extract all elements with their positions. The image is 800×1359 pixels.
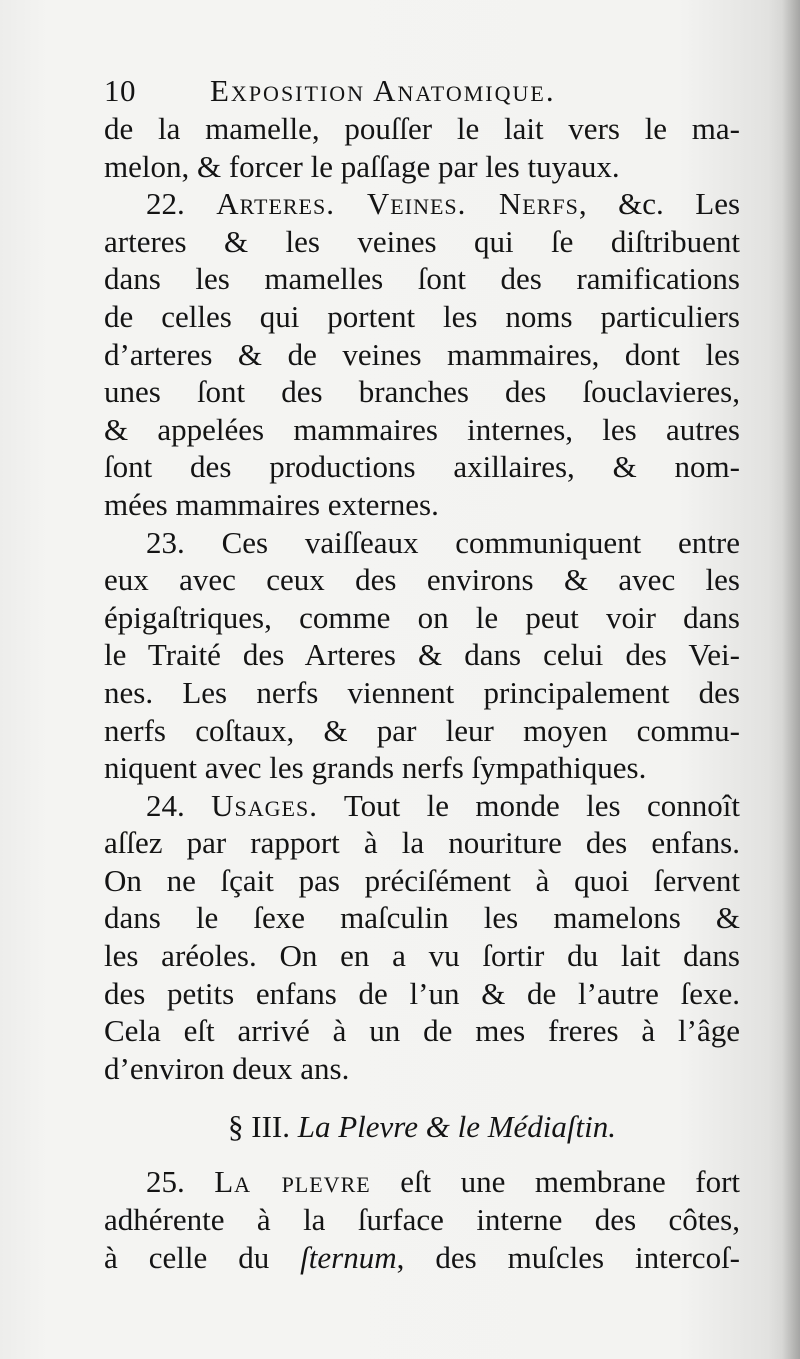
line-text: adhérente à la ſurface interne des côtes, [104, 1202, 740, 1238]
text-line [104, 524, 740, 562]
line-text: Ces vaiſſeaux communiquent entre [221, 524, 741, 560]
text-line [104, 712, 740, 750]
line-text: unes ſont des branches des ſouclavieres, [104, 374, 740, 410]
line-text: On ne ſçait pas préciſément à quoi ſervent [104, 862, 740, 898]
line-text: arteres & les veines qui ſe diſtribuent [104, 223, 740, 259]
text-line [104, 223, 740, 261]
line-text: les aréoles. On en a vu ſortir du lait dans [104, 938, 740, 974]
text-line [104, 787, 740, 825]
line-text: nerfs coſtaux, & par leur moyen commu- [104, 712, 740, 748]
running-title: Exposition Anatomique. [210, 73, 556, 108]
italic-term: ſternum [300, 1239, 397, 1275]
section-heading [104, 1091, 740, 1163]
line-text: d’environ deux ans. [104, 1050, 350, 1086]
line-text: de celles qui portent les noms particuliers [104, 298, 740, 334]
paragraphs-before-section [104, 110, 740, 1087]
paragraph-number: 22. [146, 186, 185, 222]
line-text: de la mamelle, pouſſer le lait vers le ma- [104, 111, 740, 146]
paragraph-number: 24. [146, 787, 185, 823]
text-line [104, 636, 740, 674]
paragraph-heading: Usages. [211, 787, 318, 823]
paragraph-heading: La plevre [214, 1164, 371, 1200]
line-text: dans le ſexe maſculin les mamelons & [104, 900, 740, 936]
line-text: à celle du [104, 1239, 301, 1275]
section-number: § III. [228, 1109, 290, 1145]
text-line [104, 411, 740, 449]
line-text: , &c. Les [578, 186, 741, 222]
line-text: eux avec ceux des environs & avec les [104, 562, 740, 598]
line-text: mées mammaires externes. [104, 486, 439, 522]
text-line [104, 561, 740, 599]
paragraph-number: 25. [146, 1164, 185, 1200]
text-line [104, 148, 740, 186]
section-title: La Plevre & le Médiaſtin. [297, 1109, 616, 1145]
line-text: aſſez par rapport à la nouriture des enfans. [104, 825, 740, 861]
page-number: 10 [104, 73, 136, 108]
text-line [104, 862, 740, 900]
text-line [104, 937, 740, 975]
text-line [104, 448, 740, 486]
text-line [104, 185, 740, 223]
paragraph-heading: Arteres. Veines. Nerfs [216, 186, 579, 222]
line-text: eſt une membrane fort [400, 1164, 741, 1200]
text-line [104, 336, 740, 374]
line-text: dans les mamelles ſont des ramifications [104, 261, 740, 297]
paragraphs-after-section [104, 1163, 740, 1276]
text-line [104, 1201, 740, 1239]
line-text: melon, & forcer le paſſage par les tuyaux. [104, 148, 620, 184]
line-text: niquent avec les grands nerfs ſympathiques. [104, 750, 647, 786]
line-text: ſont des productions axillaires, & nom- [104, 449, 740, 485]
text-line [104, 749, 740, 787]
line-text: le Traité des Arteres & dans celui des Vei- [104, 637, 740, 673]
text-line [104, 1050, 740, 1088]
line-text: épigaſtriques, comme on le peut voir dans [104, 599, 740, 635]
line-text: nes. Les nerfs viennent principalement des [104, 674, 740, 710]
paragraph-number: 23. [146, 524, 185, 560]
text-line [104, 486, 740, 524]
text-line [104, 899, 740, 937]
text-line [104, 824, 740, 862]
text-line [104, 260, 740, 298]
text-line [104, 1239, 740, 1277]
text-line [104, 1012, 740, 1050]
line-text: Cela eſt arrivé à un de mes freres à l’âge [104, 1013, 740, 1049]
line-text: , des muſcles intercoſ- [396, 1239, 741, 1275]
text-line [104, 298, 740, 336]
text-line [104, 1163, 740, 1201]
text-line [104, 110, 740, 148]
text-line [104, 373, 740, 411]
line-text: des petits enfans de l’un & de l’autre ſexe. [104, 975, 740, 1011]
page-gutter-shadow [782, 0, 800, 1359]
line-text: d’arteres & de veines mammaires, dont les [104, 336, 740, 372]
text-line [104, 975, 740, 1013]
text-line [104, 599, 740, 637]
line-text: & appelées mammaires internes, les autres [104, 411, 740, 447]
line-text: Tout le monde les connoît [343, 787, 740, 823]
running-header [104, 72, 740, 110]
text-line [104, 674, 740, 712]
text-block [104, 72, 740, 1276]
